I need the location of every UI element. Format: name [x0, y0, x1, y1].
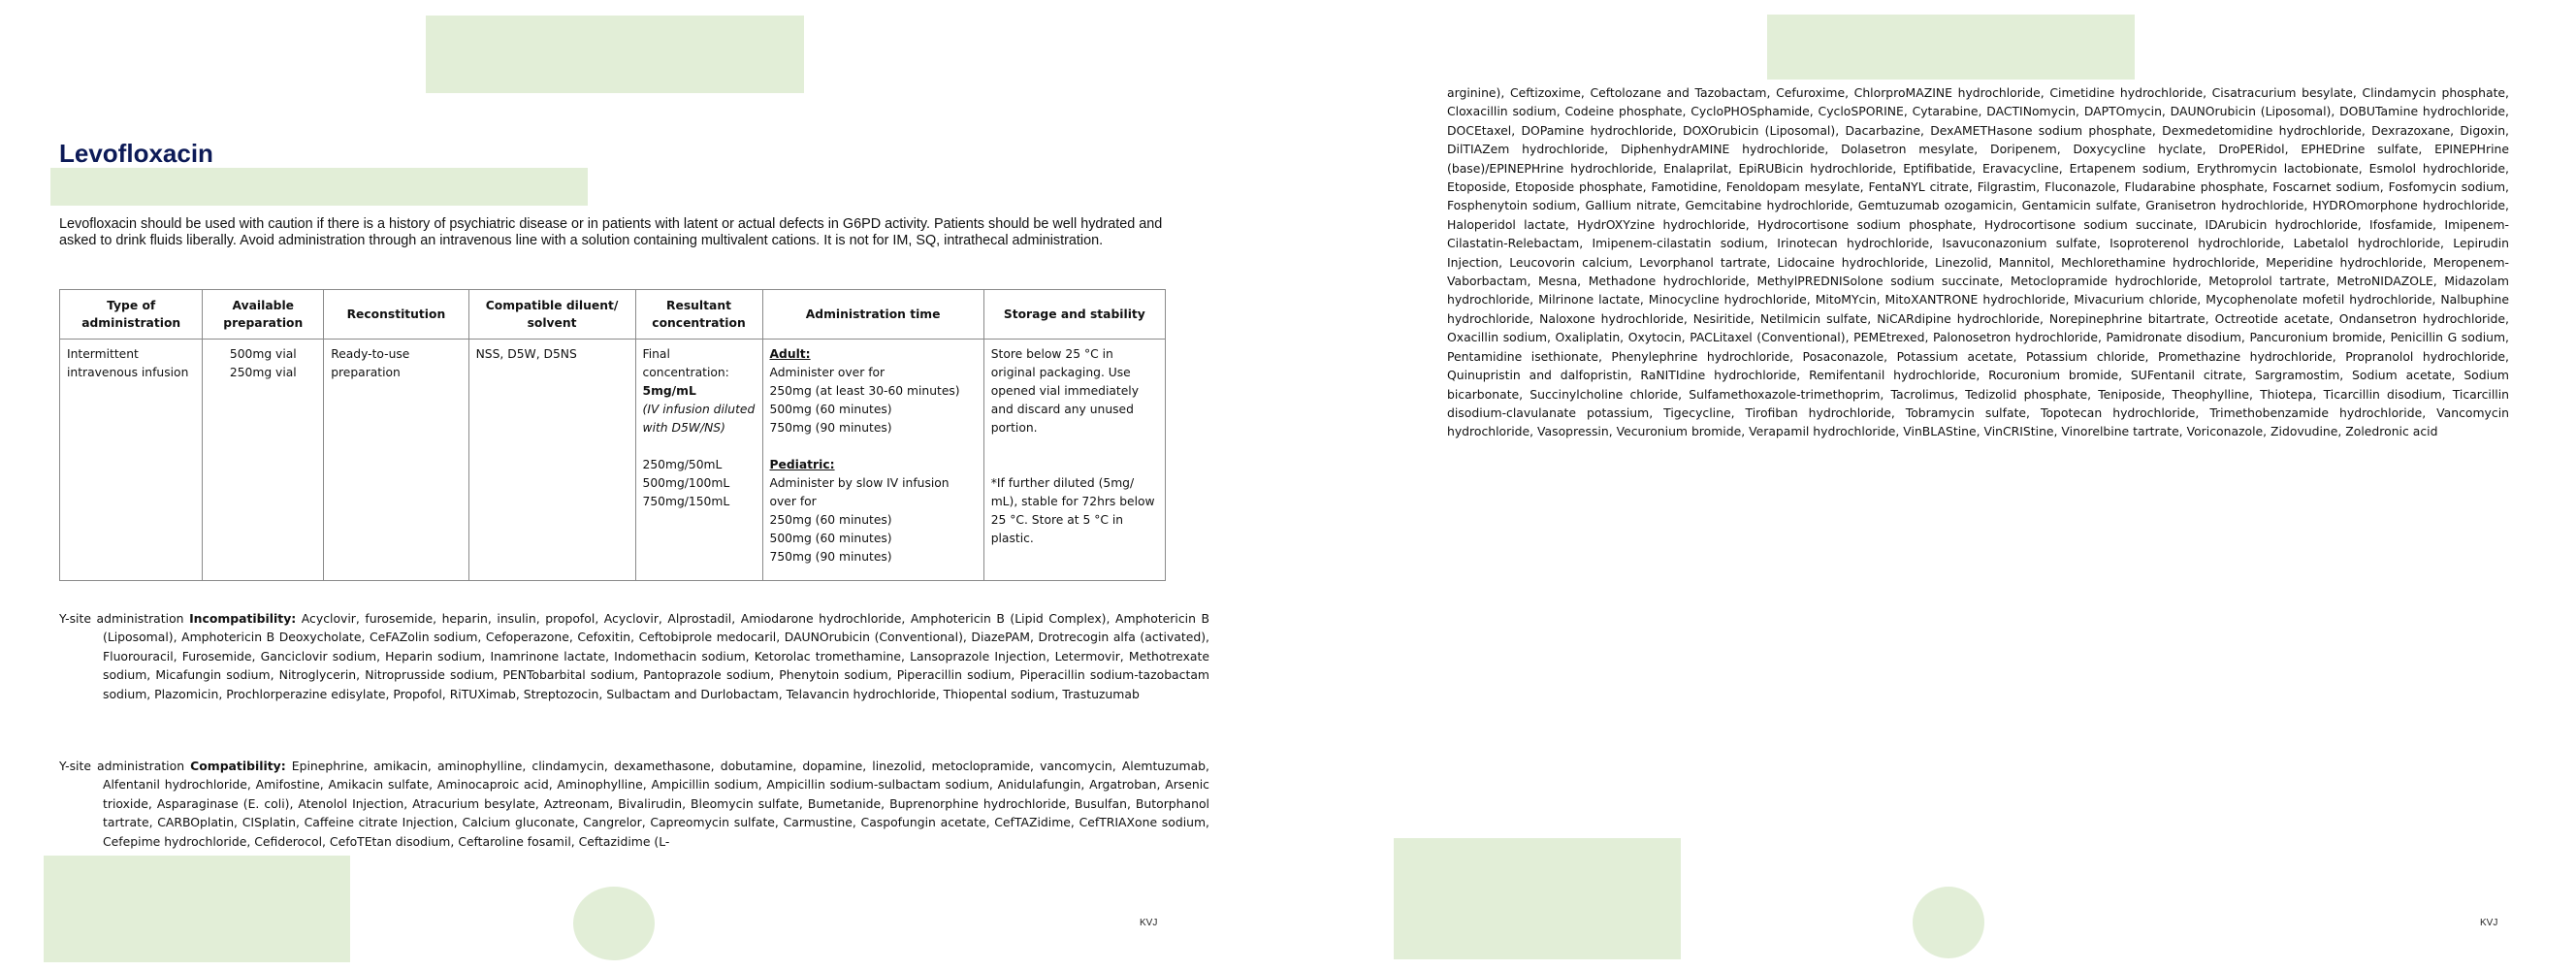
adult-line: Administer over for — [769, 366, 886, 379]
adult-line: 750mg (90 minutes) — [769, 421, 892, 435]
decorative-banner-top-right — [1767, 15, 2135, 80]
table-header-row — [60, 290, 1166, 340]
compatibility-label: Compatibility: — [190, 759, 286, 773]
compatibility-prefix: Y-site administration — [59, 759, 185, 773]
adult-line: 500mg (60 minutes) — [769, 403, 892, 416]
cell-storage — [983, 340, 1165, 581]
header-diluent: Compatible diluent/ solvent — [468, 290, 635, 340]
concentration-note: (IV infusion diluted with D5W/NS) — [642, 403, 756, 435]
cell-reconstitution: Ready-to-use preparation — [324, 340, 468, 581]
concentration-label: Final concentration: — [642, 347, 729, 379]
incompatibility-paragraph — [59, 609, 1209, 703]
header-concentration: Resultant concentration — [635, 290, 762, 340]
page-title: Levofloxacin — [59, 139, 213, 168]
pediatric-line: Administer by slow IV infusion over for — [769, 476, 950, 508]
pediatric-line: 750mg (90 minutes) — [769, 550, 892, 564]
cell-preparation — [203, 340, 324, 581]
footer-initials: KVJ — [1140, 918, 1158, 928]
footer-initials-right: KVJ — [2480, 918, 2498, 928]
decorative-circle — [573, 887, 655, 960]
header-preparation: Available preparation — [203, 290, 324, 340]
storage-text: Store below 25 °C in original packaging. Use opened vial immediately and discard any unused portion. — [990, 347, 1140, 435]
concentration-item: 500mg/100mL — [642, 476, 730, 490]
header-reconstitution: Reconstitution — [324, 290, 468, 340]
decorative-bar-under-title — [50, 168, 588, 206]
compatibility-paragraph — [59, 757, 1209, 851]
decorative-block-bottom-left — [44, 856, 350, 962]
header-storage: Storage and stability — [983, 290, 1165, 340]
page-left — [0, 0, 1209, 971]
concentration-item: 250mg/50mL — [642, 458, 723, 471]
cell-admin-time — [762, 340, 983, 581]
incompatibility-list: Acyclovir, furosemide, heparin, insulin, propofol, Acyclovir, Alprostadil, Amiodarone hydrochloride, Amphotericin B (Lipid Complex), Amphotericin B (Liposomal), Amphotericin B Deoxycholate, CeFAZolin sodium, Cefoperazone, Cefoxitin, Ceftobiprole medocaril, DAUNOrubicin (Conventional), DiazePAM, Drotrecogin alfa (activated), Fluorouracil, Furosemide, Ganciclovir sodium, Heparin sodium, Inamrinone lactate, Indomethacin sodium, Ketorolac tromethamine, Lansoprazole Injection, Letermovir, Methotrexate sodium, Micafungin sodium, Nitroglycerin, Nitroprusside sodium, PENTobarbital sodium, Pantoprazole sodium, Phenytoin sodium, Piperacillin sodium, Piperacillin sodium-tazobactam sodium, Plazomicin, Prochlorperazine edisylate, Propofol, RiTUXimab, Streptozocin, Sulbactam and Durlobactam, Telavancin hydrochloride, Thiopental sodium, Trastuzumab — [103, 611, 1209, 701]
incompatibility-prefix: Y-site administration — [59, 611, 184, 626]
preparation-item: 250mg vial — [229, 366, 297, 379]
compatibility-list: Epinephrine, amikacin, aminophylline, clindamycin, dexamethasone, dobutamine, dopamine, linezolid, metoclopramide, vancomycin, Alemtuzumab, Alfentanil hydrochloride, Amifostine, Amikacin sulfate, Aminocaproic acid, Aminophylline, Ampicillin sodium, Ampicillin sodium-sulbactam sodium, Anidulafungin, Argatroban, Arsenic trioxide, Asparaginase (E. coli), Atenolol Injection, Atracurium besylate, Aztreonam, Bivalirudin, Bleomycin sulfate, Bumetanide, Buprenorphine hydrochloride, Busulfan, Butorphanol tartrate, CARBOplatin, CISplatin, Caffeine citrate Injection, Calcium gluconate, Cangrelor, Capreomycin sulfate, Carmustine, Caspofungin acetate, CefTAZidime, CefTRIAXone sodium, Cefepime hydrochloride, Cefiderocol, CefoTEtan disodium, Ceftaroline fosamil, Ceftazidime (L- — [103, 759, 1209, 849]
preparation-item: 500mg vial — [229, 347, 297, 361]
header-type: Type of administration — [60, 290, 203, 340]
decorative-circle-right — [1913, 887, 1984, 958]
decorative-block-bottom-right — [1394, 838, 1681, 959]
cell-concentration — [635, 340, 762, 581]
adult-line: 250mg (at least 30-60 minutes) — [769, 384, 960, 398]
cell-diluent: NSS, D5W, D5NS — [468, 340, 635, 581]
pediatric-line: 500mg (60 minutes) — [769, 532, 892, 545]
header-admin-time: Administration time — [762, 290, 983, 340]
concentration-value: 5mg/mL — [642, 384, 696, 398]
concentration-item: 750mg/150mL — [642, 495, 730, 508]
incompatibility-label: Incompatibility: — [189, 611, 297, 626]
administration-table — [59, 289, 1166, 581]
compatibility-continuation: arginine), Ceftizoxime, Ceftolozane and Tazobactam, Cefuroxime, ChlorproMAZINE hydrochloride, Cimetidine hydrochloride, Cisatracurium besylate, Clindamycin phosphate, Cloxacillin sodium, Codeine phosphate, CycloPHOSphamide, CycloSPORINE, Cytarabine, DACTINomycin, DAPTOmycin, DAUNOrubicin (Liposomal), DOBUTamine hydrochloride, DOCEtaxel, DOPamine hydrochloride, DOXOrubicin (Liposomal), Dacarbazine, DexAMETHasone sodium phosphate, Dexmedetomidine hydrochloride, Dexrazoxane, Digoxin, DilTIAZem hydrochloride, DiphenhydrAMINE hydrochloride, Dolasetron mesylate, Doripenem, Doxycycline hyclate, DroPERidol, EPHEDrine sulfate, EPINEPHrine (base)/EPINEPHrine hydrochloride, Enalaprilat, EpiRUBicin hydrochloride, Eptifibatide, Eravacycline, Ertapenem sodium, Erythromycin lactobionate, Esmolol hydrochloride, Etoposide, Etoposide phosphate, Famotidine, Fenoldopam mesylate, FentaNYL citrate, Filgrastim, Fluconazole, Fludarabine phosphate, Foscarnet sodium, Fosfomycin sodium, Fosphenytoin sodium, Gallium nitrate, Gemcitabine hydrochloride, Gemtuzumab ozogamicin, Gentamicin sulfate, Granisetron hydrochloride, HYDROmorphone hydrochloride, Haloperidol lactate, HydrOXYzine hydrochloride, Hydrocortisone sodium phosphate, Hydrocortisone sodium succinate, IDArubicin hydrochloride, Ifosfamide, Imipenem-Cilastatin-Relebactam, Imipenem-cilastatin sodium, Irinotecan hydrochloride, Isavuconazonium sulfate, Isoproterenol hydrochloride, Labetalol hydrochloride, Lepirudin Injection, Leucovorin calcium, Levorphanol tartrate, Lidocaine hydrochloride, Linezolid, Mannitol, Mechlorethamine hydrochloride, Meperidine hydrochloride, Meropenem-Vaborbactam, Mesna, Methadone hydrochloride, MethylPREDNISolone sodium succinate, Metoclopramide hydrochloride, Metoprolol tartrate, MetroNIDAZOLE, Midazolam hydrochloride, Milrinone lactate, Minocycline hydrochloride, MitoMYcin, MitoXANTRONE hydrochloride, Mivacurium chloride, Mycophenolate mofetil hydrochloride, Nalbuphine hydrochloride, Naloxone hydrochloride, Nesiritide, Netilmicin sulfate, NiCARdipine hydrochloride, Norepinephrine bitartrate, Octreotide acetate, Ondansetron hydrochloride, Oxacillin sodium, Oxaliplatin, Oxytocin, PACLitaxel (Conventional), PEMEtrexed, Palonosetron hydrochloride, Pamidronate disodium, Pancuronium bromide, Penicillin G sodium, Pentamidine isethionate, Phenylephrine hydrochloride, Posaconazole, Potassium acetate, Potassium chloride, Promethazine hydrochloride, Propranolol hydrochloride, Quinupristin and dalfopristin, RaNITIdine hydrochloride, Remifentanil hydrochloride, Rocuronium bromide, SUFentanil citrate, Sargramostim, Sodium acetate, Sodium bicarbonate, Succinylcholine chloride, Sulfamethoxazole-trimethoprim, Tacrolimus, Tedizolid phosphate, Teniposide, Theophylline, Thiotepa, Ticarcillin disodium, Ticarcillin disodium-clavulanate potassium, Tigecycline, Tirofiban hydrochloride, Tobramycin sulfate, Topotecan hydrochloride, Trimethobenzamide hydrochloride, Vancomycin hydrochloride, Vasopressin, Vecuronium bromide, Verapamil hydrochloride, VinBLAStine, VinCRIStine, Vinorelbine tartrate, Voriconazole, Zidovudine, Zoledronic acid — [1447, 85, 2509, 439]
intro-paragraph: Levofloxacin should be used with caution if there is a history of psychiatric disease or in patients with latent or actual defects in G6PD activity. Patients should be well hydrated and asked to drink fluids liberally. Avoid administration through an intravenous line with a solution containing multivalent cations. It is not for IM, SQ, intrathecal administration. — [59, 216, 1163, 248]
decorative-banner-top — [426, 16, 804, 93]
storage-diluted-text: *If further diluted (5mg/ mL), stable for 72hrs below 25 °C. Store at 5 °C in plastic. — [990, 476, 1155, 545]
cell-type: Intermittent intravenous infusion — [60, 340, 203, 581]
table-row — [60, 340, 1166, 581]
pediatric-label: Pediatric: — [769, 458, 835, 471]
pediatric-line: 250mg (60 minutes) — [769, 513, 892, 527]
adult-label: Adult: — [769, 347, 811, 361]
